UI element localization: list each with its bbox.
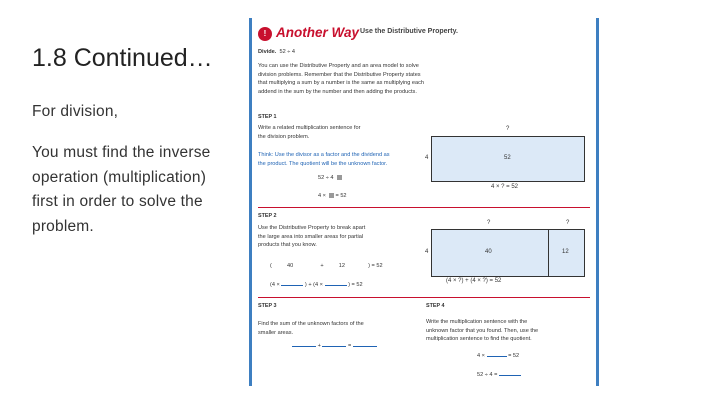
divide-prompt: Divide. 52 ÷ 4: [258, 49, 295, 55]
intro-paragraph: You can use the Distributive Property and an area model to solve division problems. Remember that the Distributive Property states that multiplying a sum by a number is the same as multiplying each addend in the sum by the number and then adding the products.: [258, 63, 425, 95]
step2-row2: (4 × ) + (4 × ) = 52: [270, 282, 363, 288]
step1-eq2: 4 × = 52: [318, 193, 347, 199]
divider: [258, 207, 590, 208]
step2-row1: ( 40 + 12 ) = 52: [270, 263, 383, 269]
step1-instructions: Write a related multiplication sentence for the division problem.: [258, 125, 361, 140]
step2-box-side-label: 4: [425, 249, 429, 255]
another-way-subtitle: Use the Distributive Property.: [360, 28, 458, 35]
step2-box-caption: (4 × ?) + (4 × ?) = 52: [446, 278, 502, 284]
for-division-text: For division,: [32, 103, 119, 120]
another-way-title: Another Way: [276, 25, 360, 40]
step2-box-top-left: ?: [487, 220, 491, 226]
step2-box-top-right: ?: [566, 220, 570, 226]
textbook-page-image: [249, 18, 599, 386]
step1-area-model: 52: [431, 136, 585, 182]
step1-label: STEP 1: [258, 114, 277, 120]
step3-equation: + =: [292, 341, 377, 351]
step2-instructions: Use the Distributive Property to break apart the large area into smaller areas for partial products that you know.: [258, 225, 366, 248]
step1-box-caption: 4 × ? = 52: [491, 184, 519, 190]
step3-instructions: Find the sum of the unknown factors of the smaller areas.: [258, 321, 364, 336]
step2-area-left: 40: [431, 229, 550, 277]
step4-instructions: Write the multiplication sentence with the unknown factor that you found. Then, use the multiplication sentence to find the quotient.: [426, 319, 539, 342]
slide-title: 1.8 Continued…: [32, 44, 213, 72]
step4-label: STEP 4: [426, 303, 445, 309]
slide-body-text: You must find the inverse operation (multiplication) first in order to solve the problem.: [32, 144, 211, 235]
step1-think: Think: Use the divisor as a factor and the dividend as the product. The quotient will be the unknown factor.: [258, 152, 390, 167]
step1-box-side-label: 4: [425, 155, 429, 161]
step4-eq1: 4 × = 52: [477, 353, 520, 359]
step3-label: STEP 3: [258, 303, 277, 309]
step1-box-top-label: ?: [506, 126, 510, 132]
step4-eq2: 52 ÷ 4 =: [477, 370, 521, 380]
alert-icon: !: [258, 27, 272, 41]
step2-label: STEP 2: [258, 213, 277, 219]
step1-eq1: 52 ÷ 4: [318, 174, 342, 183]
step2-area-right: 12: [548, 229, 585, 277]
divider: [258, 297, 590, 298]
